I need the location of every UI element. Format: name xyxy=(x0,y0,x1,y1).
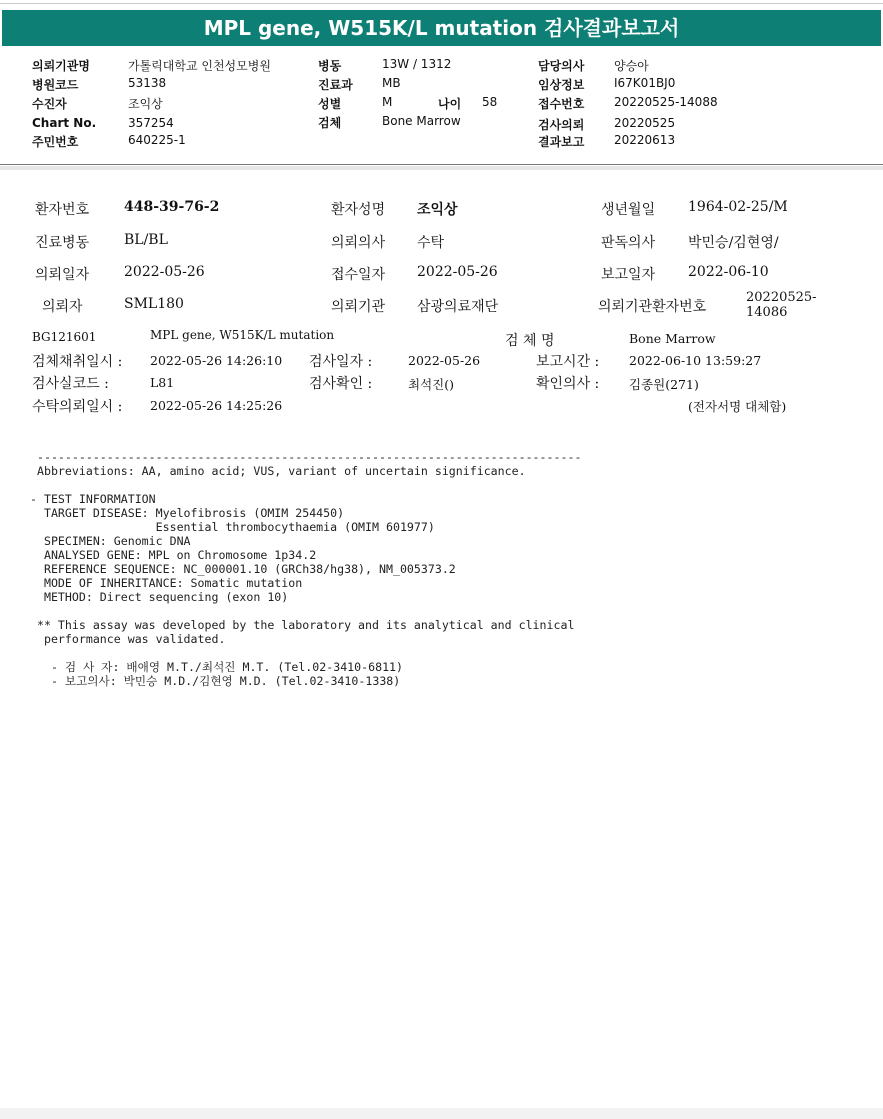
header-divider xyxy=(0,164,883,165)
institution-patient-no-label: 의뢰기관환자번호 xyxy=(598,299,707,315)
age-value: 58 xyxy=(482,95,498,109)
receipt-no-label: 접수번호 xyxy=(538,97,585,111)
electronic-signature-note: (전자서명 대체함) xyxy=(688,399,787,414)
top-divider xyxy=(0,3,883,4)
requesting-doctor-label: 의뢰의사 xyxy=(331,235,386,251)
report-date-value: 2022-06-10 xyxy=(688,264,769,280)
report-title: MPL gene, W515K/L mutation 검사결과보고서 xyxy=(2,10,881,46)
ward-label-2: 진료병동 xyxy=(35,235,90,251)
result-report-value: 20220613 xyxy=(614,133,676,147)
test-date-value: 2022-05-26 xyxy=(408,353,481,368)
confirm-doctor-label: 확인의사 : xyxy=(536,376,600,392)
test-confirm-label: 검사확인 : xyxy=(309,376,373,392)
test-code: BG121601 xyxy=(32,330,97,344)
request-date-value: 2022-05-26 xyxy=(124,264,205,280)
report-time-value: 2022-06-10 13:59:27 xyxy=(629,353,762,368)
lab-code-value: L81 xyxy=(150,375,175,390)
institution-patient-no-value-line2: 14086 xyxy=(746,305,788,320)
request-date-label: 의뢰일자 xyxy=(35,267,90,283)
sex-label: 성별 xyxy=(318,97,342,111)
sex-value: M xyxy=(382,95,393,109)
collection-time-label: 검체채취일시 : xyxy=(32,354,123,370)
chart-no-value: 357254 xyxy=(128,116,174,130)
result-report-label: 결과보고 xyxy=(538,135,585,149)
header-divider-shadow xyxy=(0,166,883,170)
hospital-code-value: 53138 xyxy=(128,76,167,90)
institution-name-value: 가톨릭대학교 인천성모병원 xyxy=(128,59,271,73)
report-date-label: 보고일자 xyxy=(601,267,656,283)
requester-value: SML180 xyxy=(124,296,184,312)
lab-code-label: 검사실코드 : xyxy=(32,376,109,392)
institution-label: 의뢰기관 xyxy=(331,299,386,315)
attending-doctor-label: 담당의사 xyxy=(538,59,585,73)
reader-value: 박민승/김현영/ xyxy=(688,235,779,251)
report-time-label: 보고시간 : xyxy=(536,354,600,370)
chart-no-label: Chart No. xyxy=(32,116,97,130)
receipt-no-value: 20220525-14088 xyxy=(614,95,718,109)
reader-label: 판독의사 xyxy=(601,235,656,251)
institution-value: 삼광의료재단 xyxy=(417,299,499,315)
institution-name-label: 의뢰기관명 xyxy=(32,59,90,73)
specimen-name-label: 검 체 명 xyxy=(505,333,555,349)
confirm-doctor-value: 김종원(271) xyxy=(629,377,699,392)
test-confirm-value: 최석진() xyxy=(408,377,454,392)
institution-patient-no-value-line1: 20220525- xyxy=(746,290,817,305)
attending-doctor-value: 양승아 xyxy=(614,59,649,73)
birth-label: 생년월일 xyxy=(601,202,656,218)
hospital-code-label: 병원코드 xyxy=(32,78,79,92)
test-name: MPL gene, W515K/L mutation xyxy=(150,328,335,342)
patient-no-label: 환자번호 xyxy=(35,202,90,218)
receipt-date-value: 2022-05-26 xyxy=(417,264,498,280)
test-request-label: 검사의뢰 xyxy=(538,118,585,132)
ward-value-2: BL/BL xyxy=(124,232,168,248)
patient-name-value: 조익상 xyxy=(417,202,458,218)
examinee-value: 조익상 xyxy=(128,97,163,111)
test-request-value: 20220525 xyxy=(614,116,676,130)
collection-time-value: 2022-05-26 14:26:10 xyxy=(150,353,283,368)
examinee-label: 수진자 xyxy=(32,97,67,111)
age-label: 나이 xyxy=(438,97,462,111)
resident-no-label: 주민번호 xyxy=(32,135,79,149)
patient-name-label: 환자성명 xyxy=(331,202,386,218)
order-time-value: 2022-05-26 14:25:26 xyxy=(150,398,283,413)
requesting-doctor-value: 수탁 xyxy=(417,235,445,251)
test-date-label: 검사일자 : xyxy=(309,354,373,370)
patient-no-value: 448-39-76-2 xyxy=(124,199,220,215)
receipt-date-label: 접수일자 xyxy=(331,267,386,283)
clinical-info-label: 임상정보 xyxy=(538,78,585,92)
order-time-label: 수탁의뢰일시 : xyxy=(32,399,123,415)
specimen-label: 검체 xyxy=(318,116,342,130)
ward-value: 13W / 1312 xyxy=(382,57,452,71)
department-label: 진료과 xyxy=(318,78,353,92)
department-value: MB xyxy=(382,76,401,90)
ward-label: 병동 xyxy=(318,59,342,73)
requester-label: 의뢰자 xyxy=(42,299,83,315)
report-body-text: ------------------------------------------------------------------------------ Abbreviations: AA, amino acid; VUS, variant of uncertain significance. - TEST INFORMATION TARGET DISEASE: Myelofibrosis (OMIM 254450) Essential thrombocythaemia (OMIM 601977) SPECIMEN: Genomic DNA ANALYSED GENE: MPL on Chromosome 1p34.2 REFERENCE SEQUENCE: NC_000001.10 (GRCh38/hg38), NM_005373.2 MODE OF INHERITANCE: Somatic mutation METHOD: Direct sequencing (exon 10) ** This assay was developed by the laboratory and its analytical and clinical performance was validated. - 검 사 자: 배애영 M.T./최석진 M.T. (Tel.02-3410-6811) - 보고의사: 박민승 M.D./김현영 M.D. (Tel.02-3410-1338) xyxy=(30,450,582,688)
birth-value: 1964-02-25/M xyxy=(688,199,788,215)
specimen-value: Bone Marrow xyxy=(382,114,461,128)
resident-no-value: 640225-1 xyxy=(128,133,186,147)
clinical-info-value: I67K01BJ0 xyxy=(614,76,676,90)
specimen-name-value: Bone Marrow xyxy=(629,331,716,346)
